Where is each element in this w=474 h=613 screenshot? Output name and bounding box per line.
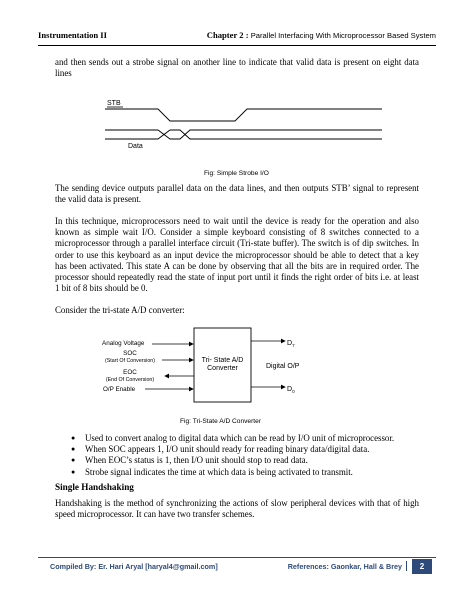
adc-box-title: Tri- State A/D [201,357,244,364]
header-course-title: Instrumentation II [38,30,107,40]
list-item: ● When SOC appears 1, I/O unit should ready for reading binary data/digital data. [71,444,370,455]
adc-box-subtitle: Converter [207,365,238,372]
soc-label: SOC [123,350,137,357]
list-item: ● Used to convert analog to digital data which can be read by I/O unit of microprocessor. [71,433,395,443]
bullet-icon: ● [71,445,76,454]
section-heading: Single Handshaking [55,482,134,492]
analog-voltage-label: Analog Voltage [102,340,145,347]
header-chapter-name: Parallel Interfacing With Microprocessor Based System [248,31,436,40]
header-divider [38,45,436,46]
paragraph-technique: In this technique, microprocessors need to wait until the device is ready for the operation and also known as simple wait I/O. Consider a simple keyboard consisting of 8 switches connected to a microprocessor through a parallel interface circuit (Tri-state buffer). The switch is of dip switches. In order to use this keyboard as an input device the microprocessor should be able to detect that a key has been activated. This state A can be done by observing that all the bits are in required order. The processor should repeatedly read the state of input port until it finds the right order of bits i.e. at least 1 bit of 8 bits should be 0. [55,216,419,294]
paragraph-handshaking: Handshaking is the method of synchronizing the actions of slow peripheral devices with that of high speed microprocessor. It can have two transfer schemes. [55,498,419,520]
adc-block-diagram [90,322,410,412]
paragraph-intro: and then sends out a strobe signal on another line to indicate that valid data is present on eight data lines [55,57,419,79]
page-header [38,30,436,44]
stb-waveform [105,109,382,121]
d7-label: $D_7$ [287,340,295,348]
page-number: 2 [412,559,432,574]
data-waveform-bottom [105,130,382,139]
soc-description: (Start Of Conversion) [104,358,156,364]
bullet-icon: ● [71,467,76,476]
eoc-label: EOC [123,369,137,376]
header-chapter-title [207,30,436,40]
bullet-icon: ● [71,456,76,465]
paragraph-consider: Consider the tri-state A/D converter: [55,305,185,315]
paragraph-sending: The sending device outputs parallel data on the data lines, and then outputs STB’ signal to represent the valid data is present. [55,183,419,205]
bullet-icon: ● [71,434,76,442]
data-label: Data [128,143,143,150]
eoc-description: (End Of Conversion) [105,377,155,383]
page-footer [38,559,436,573]
footer-author: Compiled By: Er. Hari Aryal [haryal4@gmail.com] [50,562,218,571]
list-item: ● Strobe signal indicates the time at which data is being activated to transmit. [71,466,353,477]
list-item: ● When EOC’s status is 1, then I/O unit should stop to read data. [71,455,308,466]
data-waveform-top [105,130,382,139]
stb-label: STB [107,100,121,107]
strobe-timing-diagram [100,88,390,163]
bullet-list [71,433,431,478]
digital-output-label: Digital O/P [266,363,300,370]
footer-separator [406,561,408,571]
footer-references: References: Gaonkar, Hall & Brey [287,562,402,571]
d0-label: $D_0$ [287,386,295,394]
header-chapter-number: Chapter 2 : [206,30,249,40]
footer-divider [38,557,436,558]
figure1-caption: Fig: Simple Strobe I/O [204,170,269,177]
op-enable-label: O/P Enable [103,386,136,393]
figure2-caption: Fig: Tri-State A/D Converter [180,418,261,425]
